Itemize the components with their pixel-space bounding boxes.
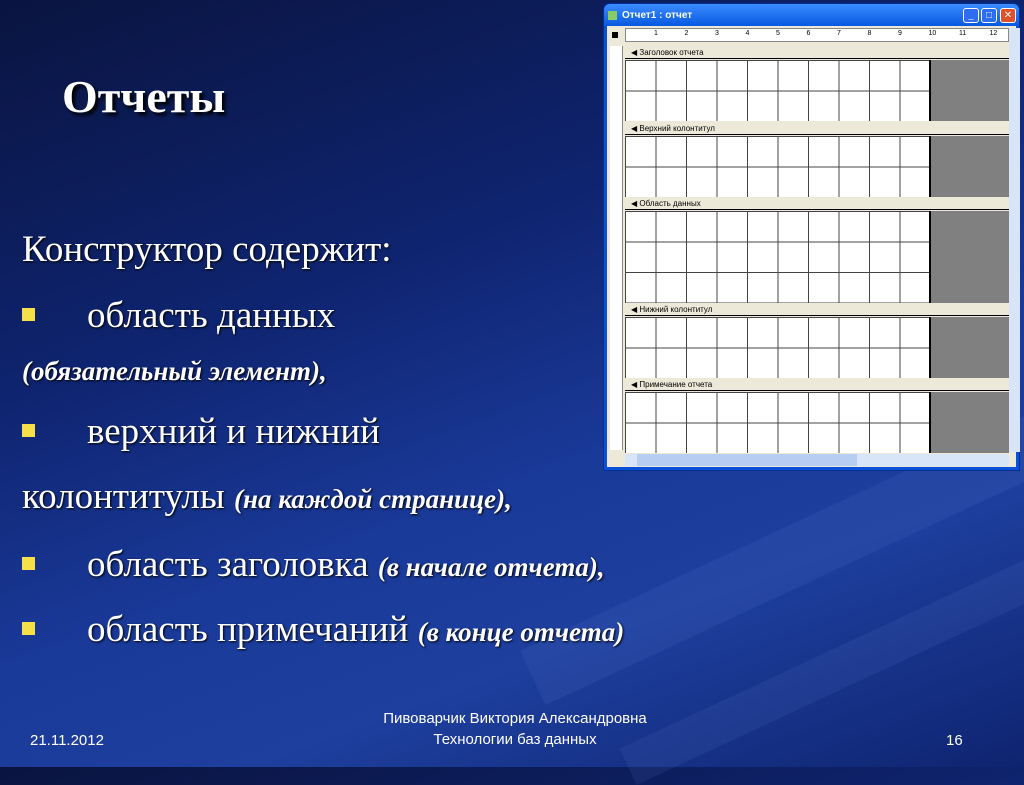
bullet-note: (обязательный элемент), xyxy=(22,356,327,386)
bullet-icon xyxy=(22,622,35,635)
ruler-tick-label: 2 xyxy=(684,30,689,37)
horizontal-ruler xyxy=(625,28,1009,42)
close-button[interactable]: ✕ xyxy=(1000,8,1016,23)
section-body[interactable] xyxy=(625,317,1009,378)
design-grid xyxy=(625,136,931,197)
design-grid xyxy=(625,60,931,121)
section-body[interactable] xyxy=(625,136,1009,197)
page-number: 16 xyxy=(946,732,963,749)
select-report-box[interactable] xyxy=(610,30,620,40)
section-body[interactable] xyxy=(625,60,1009,121)
ruler-tick-label: 6 xyxy=(806,30,811,37)
vertical-ruler xyxy=(610,46,623,450)
ruler-tick-label: 9 xyxy=(898,30,902,37)
footer-date: 21.11.2012 xyxy=(30,732,104,749)
section-header[interactable]: ◀ Примечание отчета xyxy=(625,379,1009,391)
ruler-tick-label: 5 xyxy=(776,30,780,37)
bullet-icon xyxy=(22,557,35,570)
design-grid xyxy=(625,211,931,303)
section-body[interactable] xyxy=(625,211,1009,303)
bullet-item: область заголовка (в начале отчета), xyxy=(22,543,605,586)
ruler-tick-label: 4 xyxy=(745,30,750,37)
design-area xyxy=(607,26,1016,467)
bullet-icon xyxy=(22,424,35,437)
bullet-item: область данных xyxy=(22,294,335,337)
bullet-cont: колонтитулы (на каждой странице), xyxy=(22,476,512,517)
bullet-icon xyxy=(22,308,35,321)
section-header[interactable]: ◀ Нижний колонтитул xyxy=(625,304,1009,316)
scroll-thumb[interactable] xyxy=(637,454,857,466)
ruler-tick-label: 7 xyxy=(837,30,841,37)
maximize-button[interactable]: □ xyxy=(981,8,997,23)
ruler-tick-label: 1 xyxy=(654,30,658,37)
bullet-item: верхний и нижний xyxy=(22,410,380,453)
ruler-tick-label: 11 xyxy=(959,30,967,37)
vertical-scrollbar[interactable] xyxy=(1009,28,1020,452)
section-header[interactable]: ◀ Заголовок отчета xyxy=(625,47,1009,59)
minimize-button[interactable]: _ xyxy=(963,8,979,23)
design-grid xyxy=(625,392,931,453)
ruler-tick-label: 8 xyxy=(867,30,872,37)
report-icon xyxy=(608,11,617,20)
section-header[interactable]: ◀ Область данных xyxy=(625,198,1009,210)
ruler-tick-label: 12 xyxy=(989,30,998,37)
section-body[interactable] xyxy=(625,392,1009,453)
report-designer-window xyxy=(603,3,1020,471)
title-bar: Отчет1 : отчет xyxy=(604,4,1019,26)
footer-course: Технологии баз данных xyxy=(433,731,597,748)
slide-title: Отчеты xyxy=(62,71,226,122)
ruler-tick-label: 10 xyxy=(928,30,937,37)
bullet-item: область примечаний (в конце отчета) xyxy=(22,608,624,651)
ruler-tick-label: 3 xyxy=(715,30,719,37)
intro: Конструктор содержит: xyxy=(22,229,392,270)
design-grid xyxy=(625,317,931,378)
section-header[interactable]: ◀ Верхний колонтитул xyxy=(625,123,1009,135)
footer-author: Пивоварчик Виктория Александровна xyxy=(383,710,647,727)
horizontal-scrollbar[interactable] xyxy=(625,454,1009,466)
